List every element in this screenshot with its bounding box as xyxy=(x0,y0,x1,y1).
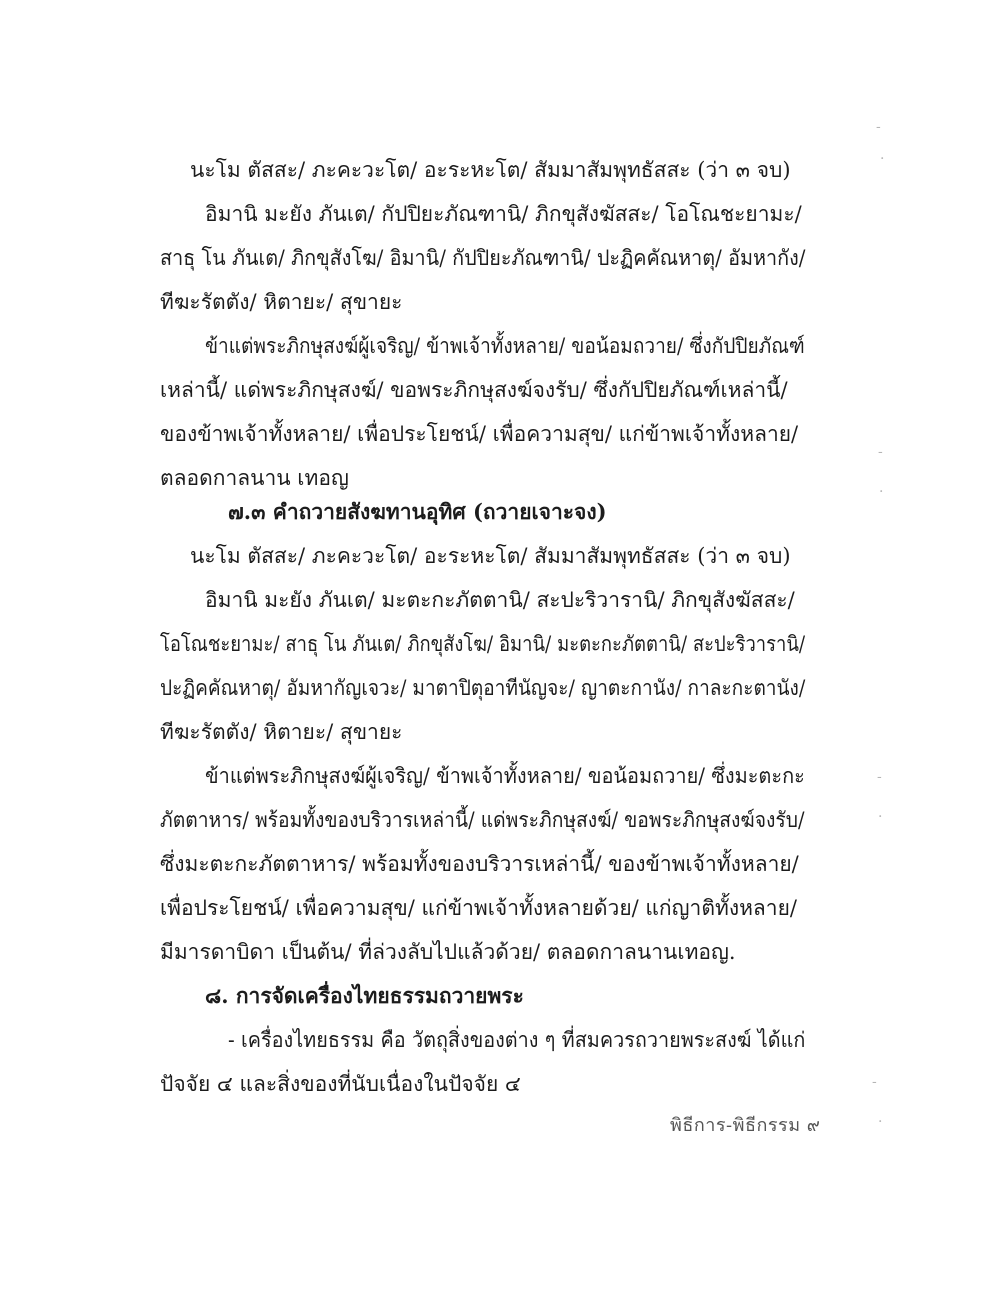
thai-line: เหล่านี้/ แด่พระภิกษุสงฆ์/ ขอพระภิกษุสงฆ์จงรับ/ ซึ่งกัปปิยภัณฑ์เหล่านี้/ xyxy=(160,378,788,402)
pali-line: โอโณชะยามะ/ สาธุ โน ภันเต/ ภิกขุสังโฆ/ อิมานิ/ มะตะกะภัตตานิ/ สะปะริวารานิ/ xyxy=(160,632,806,656)
thai-line: ข้าแต่พระภิกษุสงฆ์ผู้เจริญ/ ข้าพเจ้าทั้งหลาย/ ขอน้อมถวาย/ ซึ่งกัปปิยภัณฑ์ xyxy=(205,334,805,358)
scan-artifact: · xyxy=(880,151,885,167)
page-footer: พิธีการ-พิธีกรรม ๙ xyxy=(670,1115,821,1136)
pali-line: ปะฏิคคัณหาตุ/ อัมหากัญเจวะ/ มาตาปิตุอาทีนัญจะ/ ญาตะกานัง/ กาละกะตานัง/ xyxy=(160,676,806,700)
invocation-line: นะโม ตัสสะ/ ภะคะวะโต/ อะระหะโต/ สัมมาสัมพุทธัสสะ (ว่า ๓ จบ) xyxy=(190,158,791,182)
scan-artifact: · xyxy=(879,484,884,500)
invocation-line: นะโม ตัสสะ/ ภะคะวะโต/ อะระหะโต/ สัมมาสัมพุทธัสสะ (ว่า ๓ จบ) xyxy=(190,544,791,568)
thai-line: เพื่อประโยชน์/ เพื่อความสุข/ แก่ข้าพเจ้าทั้งหลายด้วย/ แก่ญาติทั้งหลาย/ xyxy=(160,896,797,920)
body-line: - เครื่องไทยธรรม คือ วัตถุสิ่งของต่าง ๆ ที่สมควรถวายพระสงฆ์ ได้แก่ xyxy=(228,1028,806,1052)
pali-line: อิมานิ มะยัง ภันเต/ กัปปิยะภัณฑานิ/ ภิกขุสังฆัสสะ/ โอโณชะยามะ/ xyxy=(205,202,802,226)
thai-line: ข้าแต่พระภิกษุสงฆ์ผู้เจริญ/ ข้าพเจ้าทั้งหลาย/ ขอน้อมถวาย/ ซึ่งมะตะกะ xyxy=(205,764,805,788)
scan-artifact: ‐ xyxy=(878,444,883,460)
section-heading: ๗.๓ คำถวายสังฆทานอุทิศ (ถวายเจาะจง) xyxy=(228,499,607,524)
pali-line: อิมานิ มะยัง ภันเต/ มะตะกะภัตตานิ/ สะปะริวารานิ/ ภิกขุสังฆัสสะ/ xyxy=(205,588,795,612)
pali-line: สาธุ โน ภันเต/ ภิกขุสังโฆ/ อิมานิ/ กัปปิยะภัณฑานิ/ ปะฏิคคัณหาตุ/ อัมหากัง/ xyxy=(160,246,806,270)
thai-line: ซึ่งมะตะกะภัตตาหาร/ พร้อมทั้งของบริวารเหล่านี้/ ของข้าพเจ้าทั้งหลาย/ xyxy=(160,852,799,876)
pali-line: ทีฆะรัตตัง/ หิตายะ/ สุขายะ xyxy=(160,290,403,314)
thai-line: ตลอดกาลนาน เทอญ xyxy=(160,466,349,490)
scan-artifact: · xyxy=(878,809,883,825)
pali-line: ทีฆะรัตตัง/ หิตายะ/ สุขายะ xyxy=(160,720,403,744)
scan-artifact: · xyxy=(878,1114,883,1130)
thai-line: ภัตตาหาร/ พร้อมทั้งของบริวารเหล่านี้/ แด่พระภิกษุสงฆ์/ ขอพระภิกษุสงฆ์จงรับ/ xyxy=(160,808,805,832)
scan-artifact: ‐ xyxy=(876,119,881,135)
body-line: ปัจจัย ๔ และสิ่งของที่นับเนื่องในปัจจัย ๔ xyxy=(160,1072,521,1096)
scan-artifact: ‐ xyxy=(877,769,882,785)
thai-line: มีมารดาบิดา เป็นต้น/ ที่ล่วงลับไปแล้วด้วย/ ตลอดกาลนานเทอญ. xyxy=(160,940,736,964)
thai-line: ของข้าพเจ้าทั้งหลาย/ เพื่อประโยชน์/ เพื่อความสุข/ แก่ข้าพเจ้าทั้งหลาย/ xyxy=(160,422,799,446)
scan-artifact: ‐ xyxy=(872,1074,877,1090)
section-heading: ๘. การจัดเครื่องไทยธรรมถวายพระ xyxy=(205,983,524,1008)
